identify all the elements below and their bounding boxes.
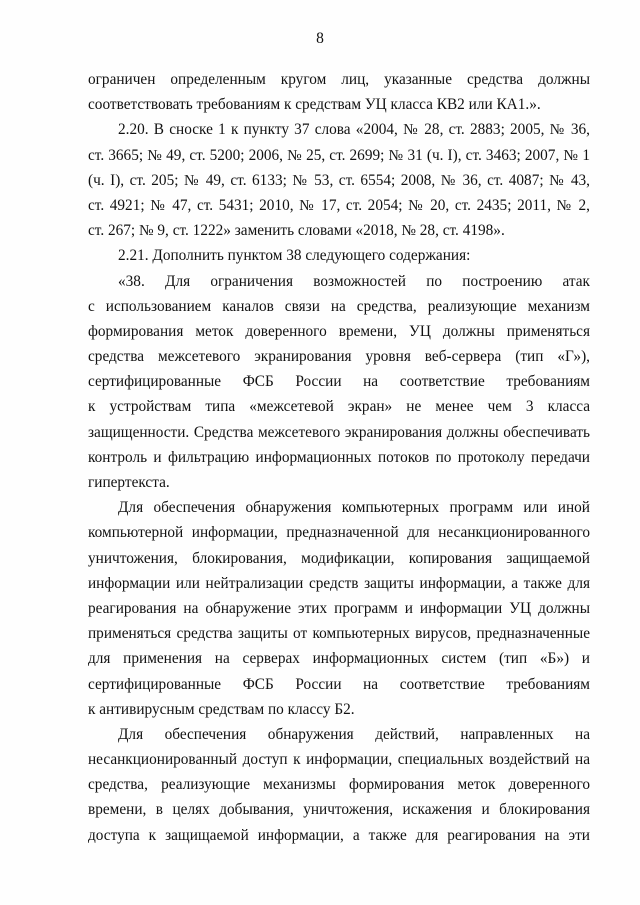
text-line: доступа к защищаемой информации, а также для реагирования на эти [88, 826, 590, 844]
text-line: формирования меток доверенного времени, УЦ должны применяться [88, 322, 590, 340]
page-number: 8 [316, 30, 324, 47]
text-line: средства межсетевого экранирования уровня веб-сервера (тип «Г»), [88, 348, 590, 366]
text-line: 2.21. Дополнить пунктом 38 следующего содержания: [118, 247, 471, 265]
text-line: реагирования на обнаружение этих программ и информации УЦ должны [88, 599, 590, 617]
text-line: с использованием каналов связи на средства, реализующие механизм [88, 297, 590, 315]
text-line: ограничен определенным кругом лиц, указанные средства должны [88, 71, 590, 88]
text-line: применяться средства защиты от компьютерных вирусов, предназначенные [88, 625, 590, 643]
text-line: ст. 267; № 9, ст. 1222» заменить словами «2018, № 28, ст. 4198». [88, 222, 505, 240]
text-line: ст. 4921; № 47, ст. 5431; 2010, № 17, ст. 2054; № 20, ст. 2435; 2011, № 2, [88, 196, 590, 214]
text-line: уничтожения, блокирования, модификации, копирования защищаемой [88, 549, 590, 567]
text-line: к антивирусным средствам по классу Б2. [88, 700, 355, 718]
text-line: контроль и фильтрацию информационных потоков по протоколу передачи [88, 448, 590, 466]
text-line: сертифицированные ФСБ России на соответствие требованиям [88, 675, 590, 693]
text-line: времени, в целях добывания, уничтожения, искажения и блокирования [88, 801, 590, 819]
text-line: «38. Для ограничения возможностей по построению атак [118, 272, 590, 290]
text-line: ст. 3665; № 49, ст. 5200; 2006, № 25, ст. 2699; № 31 (ч. I), ст. 3463; 2007, № 1 [88, 146, 590, 164]
text-line: компьютерной информации, предназначенной для несанкционированного [88, 524, 590, 542]
text-line: (ч. I), ст. 205; № 49, ст. 6133; № 53, ст. 6554; 2008, № 36, ст. 4087; № 43, [88, 171, 590, 189]
text-line: Для обеспечения обнаружения действий, направленных на [118, 725, 590, 743]
text-line: информации или нейтрализации средств защиты информации, а также для [88, 574, 590, 592]
text-line: средства, реализующие механизмы формирования меток доверенного [88, 776, 590, 794]
text-line: Для обеспечения обнаружения компьютерных программ или иной [118, 499, 590, 517]
text-line: гипертекста. [88, 474, 170, 491]
document-body [88, 67, 590, 848]
text-line: для применения на серверах информационных систем (тип «Б») и [88, 650, 590, 668]
text-line: к устройствам типа «межсетевой экран» не менее чем 3 класса [88, 398, 590, 416]
text-line: несанкционированный доступ к информации, специальных воздействий на [88, 751, 590, 769]
text-line: сертифицированные ФСБ России на соответствие требованиям [88, 373, 590, 391]
text-line: защищенности. Средства межсетевого экранирования должны обеспечивать [88, 423, 590, 441]
text-line: 2.20. В сноске 1 к пункту 37 слова «2004, № 28, ст. 2883; 2005, № 36, [118, 121, 590, 139]
text-line: соответствовать требованиям к средствам УЦ класса КВ2 или КА1.». [88, 96, 541, 114]
